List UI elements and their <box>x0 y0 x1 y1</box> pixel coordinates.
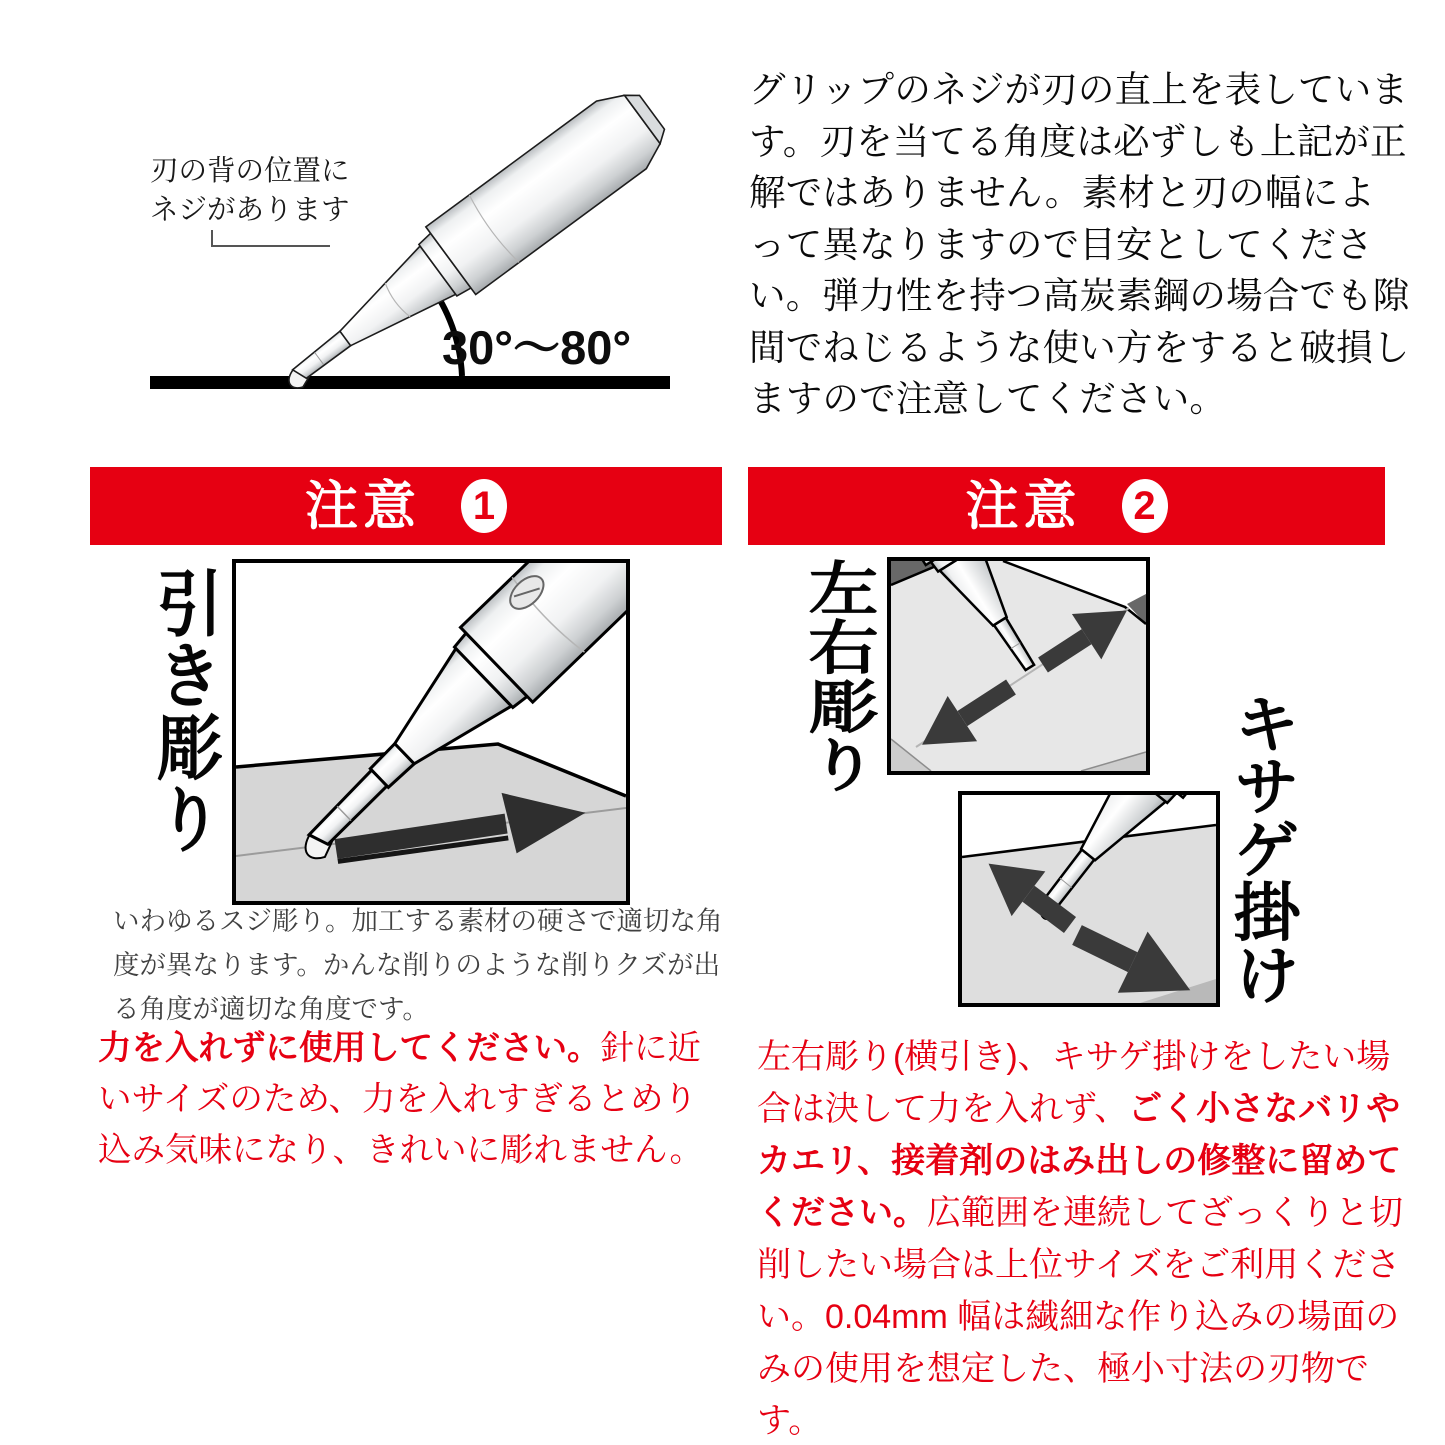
warning-body: 広範囲を連続してざっくりと切削したい場合は上位サイズをご利用ください。0.04mm 幅は繊細な作り込みの場面のみの使用を想定した、極小寸法の刃物です。 <box>757 1194 1403 1440</box>
blade-angle-diagram <box>88 62 700 442</box>
side-carving-warning <box>757 1031 1413 1445</box>
warning-body: 針に近いサイズのため、力を入れすぎるとめり込み気味になり、きれいに彫れません。 <box>98 1030 704 1169</box>
pull-carving-illustration <box>236 563 626 901</box>
screw-position-label-line2: ネジがあります <box>150 194 350 226</box>
warning-body: 左右彫り(横引き)、キサゲ掛けをしたい場合は決して力を入れず、 <box>757 1038 1391 1128</box>
method-title-scraping: キサゲ掛け <box>1224 691 1299 1005</box>
side-carving-illustration <box>891 561 1146 771</box>
method-title-pull-carving: 引き彫り <box>146 566 220 854</box>
side-carving-illustration-box <box>887 557 1150 775</box>
angle-range-text: 30°〜80° <box>442 321 632 374</box>
caution-banner-1-label: 注意 <box>305 476 421 536</box>
pull-carving-illustration-box <box>232 559 630 905</box>
scraping-illustration <box>962 795 1216 1003</box>
label-leader-line <box>212 230 330 246</box>
caution-banner-1 <box>90 467 722 545</box>
caution-banner-2-label: 注意 <box>965 476 1082 536</box>
intro-paragraph: グリップのネジが刃の直上を表しています。刃を当てる角度は必ずしも上記が正解ではありません。素材と刃の幅によって異なりますので目安としてください。弾力性を持つ高炭素鋼の場合でも隙間でねじるような使い方をすると破損しますので注意してください。 <box>749 69 1410 419</box>
caution-banner-2 <box>748 467 1385 545</box>
pull-carving-warning <box>98 1023 706 1176</box>
warning-emphasis: 力を入れずに使用してください。 <box>98 1030 601 1067</box>
warning-emphasis: ごく小さなバリやカエリ、接着剤のはみ出しの修整に留めてください。 <box>757 1090 1402 1232</box>
screw-position-label-line1: 刃の背の位置に <box>150 155 350 187</box>
caution-banner-1-number: 1 <box>461 479 507 533</box>
method-title-side-carving: 左右彫り <box>799 558 877 794</box>
pull-carving-caption: いわゆるスジ彫り。加工する素材の硬さで適切な角度が異なります。かんな削りのような削りクズが出る角度が適切な角度です。 <box>113 906 723 1024</box>
ground-line <box>150 376 670 389</box>
scraping-illustration-box <box>958 791 1220 1007</box>
caution-banner-2-number: 2 <box>1122 479 1168 533</box>
